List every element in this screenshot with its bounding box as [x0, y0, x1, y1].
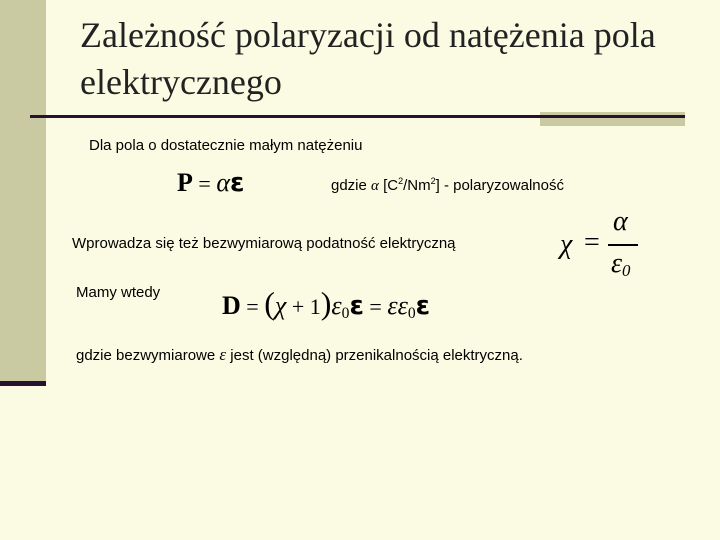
final-eps: ε — [219, 345, 227, 364]
d-eq1: = — [240, 294, 265, 319]
d-eps-sub: 0 — [341, 305, 350, 322]
chi-numerator: α — [613, 206, 628, 237]
final-suffix: jest (względną) przenikalnością elektryczną. — [226, 347, 523, 364]
formula-p-alpha: α — [216, 168, 230, 197]
side-decor-bar-foot — [0, 381, 46, 386]
where-prefix: gdzie — [331, 177, 372, 194]
d-chi: χ — [274, 291, 287, 320]
final-prefix: gdzie bezwymiarowe — [76, 347, 220, 364]
formula-p-lhs: P — [177, 168, 193, 197]
polarizability-definition — [331, 176, 564, 195]
susceptibility-text: Wprowadza się też bezwymiarową podatność elektryczną — [72, 235, 456, 252]
permittivity-definition — [76, 345, 523, 365]
chi-symbol: χ — [560, 229, 573, 260]
d-paren-open: ( — [264, 285, 275, 321]
title-rule — [30, 115, 540, 118]
intro-text: Dla pola o dostatecznie małym natężeniu — [89, 137, 363, 154]
d-field2: ε — [415, 291, 431, 321]
slide-title — [80, 12, 700, 106]
units-post: ] - polaryzowalność — [435, 177, 564, 194]
units-pre: [C — [378, 177, 399, 194]
chi-den-sub: 0 — [622, 261, 631, 280]
formula-p-alpha-e — [177, 168, 244, 198]
title-rule-right — [540, 115, 685, 118]
side-decor-bar — [0, 0, 46, 383]
d-plus-one: + 1 — [286, 294, 321, 319]
title-line-2: elektrycznego — [80, 62, 282, 102]
chi-eq: = — [584, 227, 600, 258]
units-mid: /Nm — [403, 177, 431, 194]
d-field: ε — [349, 291, 364, 321]
d-eps: ε — [331, 291, 342, 320]
formula-d — [222, 285, 430, 323]
chi-denominator — [611, 248, 630, 281]
formula-p-field: ε — [229, 168, 245, 198]
d-eps-eps: εε — [387, 291, 408, 320]
chi-fraction-bar — [608, 244, 638, 246]
d-eps-eps-sub: 0 — [407, 305, 416, 322]
formula-p-eq: = — [192, 171, 217, 196]
d-paren-close: ) — [320, 285, 332, 321]
d-eq2: = — [363, 294, 388, 319]
units-exp2: 2 — [430, 176, 436, 186]
alpha-symbol: α — [371, 178, 379, 194]
d-lhs: D — [222, 291, 241, 320]
units-exp: 2 — [398, 176, 404, 186]
then-text: Mamy wtedy — [76, 284, 161, 301]
title-line-1: Zależność polaryzacji od natężenia pola — [80, 15, 656, 55]
chi-den-eps: ε — [611, 248, 623, 279]
